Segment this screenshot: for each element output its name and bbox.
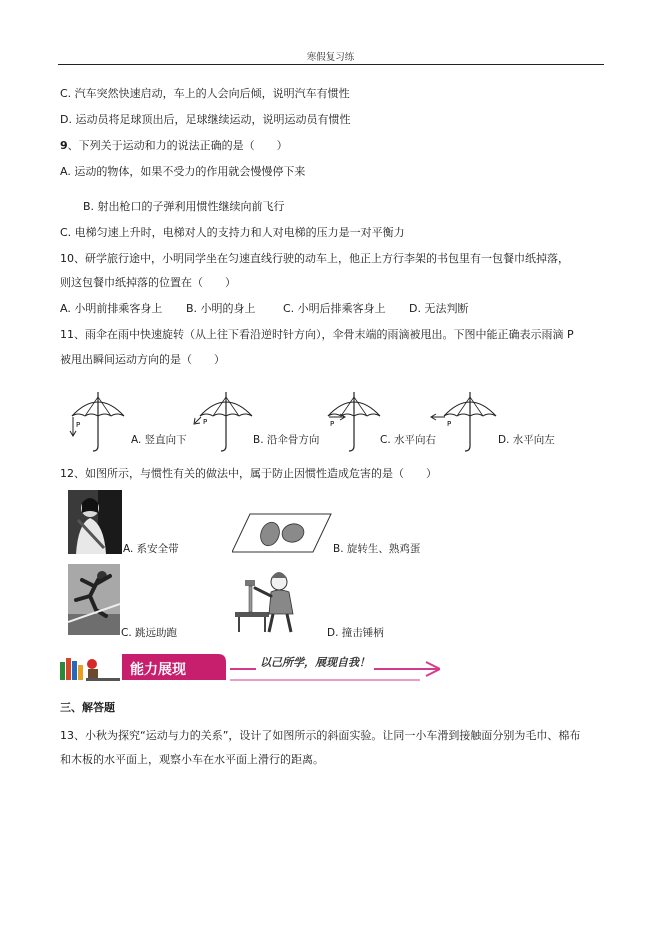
option-9c: C. 电梯匀速上升时，电梯对人的支持力和人对电梯的压力是一对平衡力	[60, 226, 405, 239]
banner-slogan: 以己所学，展现自我！	[256, 654, 374, 670]
umbrella-figure-d	[431, 392, 496, 451]
point-p-label-b: P	[203, 418, 208, 426]
eggs-figure	[232, 513, 332, 553]
long-jump-photo	[68, 564, 120, 635]
seatbelt-photo	[68, 490, 122, 554]
question-10-line1: 10、研学旅行途中，小明同学坐在匀速直线行驶的动车上，他正上方行李架的书包里有一包餐巾纸掉落，	[60, 252, 569, 265]
point-p-label-a: P	[76, 421, 81, 429]
banner-title: 能力展现	[130, 662, 186, 678]
option-10b: B. 小明的身上	[186, 302, 256, 315]
ability-banner	[60, 652, 440, 682]
question-11-line1: 11、雨伞在雨中快速旋转（从上往下看沿逆时针方向），伞骨末端的雨滴被甩出。下图中能正确表示雨滴 P	[60, 328, 574, 341]
umbrella-option-b: B. 沿伞骨方向	[253, 434, 320, 446]
question-11-line2: 被甩出瞬间运动方向的是（ ）	[60, 353, 225, 366]
umbrella-option-a: A. 竖直向下	[131, 434, 187, 446]
question-12: 12、如图所示，与惯性有关的做法中，属于防止因惯性造成危害的是（ ）	[60, 467, 437, 480]
hammer-handle-cartoon	[233, 568, 303, 634]
umbrella-figure-c	[328, 392, 380, 451]
umbrella-figures	[60, 385, 580, 460]
option-8d: D. 运动员将足球顶出后，足球继续运动，说明运动员有惯性	[60, 113, 351, 126]
q12-option-c: C. 跳远助跑	[121, 627, 178, 639]
question-13-line1: 13、小秋为探究“运动与力的关系”，设计了如图所示的斜面实验。让同一小车滑到接触面分别为毛巾、棉布	[60, 729, 581, 742]
question-9: 9、下列关于运动和力的说法正确的是（ ）	[60, 139, 288, 152]
banner-graphic	[60, 652, 440, 682]
header-rule	[58, 64, 604, 65]
page-header-title: 寒假复习练	[306, 52, 355, 63]
umbrella-option-c: C. 水平向右	[380, 434, 437, 446]
umbrella-figure-b	[194, 392, 252, 451]
option-10c: C. 小明后排乘客身上	[283, 302, 386, 315]
option-10d: D. 无法判断	[409, 302, 469, 315]
point-p-label-c: P	[330, 420, 335, 428]
umbrella-option-d: D. 水平向左	[498, 434, 555, 446]
question-13-line2: 和木板的水平面上，观察小车在水平面上滑行的距离。	[60, 753, 324, 766]
q12-option-b: B. 旋转生、熟鸡蛋	[333, 543, 421, 555]
q12-option-d: D. 撞击锤柄	[327, 627, 384, 639]
section-3-heading: 三、解答题	[60, 701, 115, 714]
option-9b: B. 射出枪口的子弹利用惯性继续向前飞行	[83, 200, 285, 213]
option-10a: A. 小明前排乘客身上	[60, 302, 163, 315]
option-8c: C. 汽车突然快速启动，车上的人会向后倾，说明汽车有惯性	[60, 87, 350, 100]
question-10-line2: 则这包餐巾纸掉落的位置在（ ）	[60, 276, 236, 289]
option-9a: A. 运动的物体，如果不受力的作用就会慢慢停下来	[60, 165, 306, 178]
q12-option-a: A. 系安全带	[123, 543, 179, 555]
umbrella-figure-a	[70, 392, 124, 451]
point-p-label-d: P	[447, 420, 452, 428]
